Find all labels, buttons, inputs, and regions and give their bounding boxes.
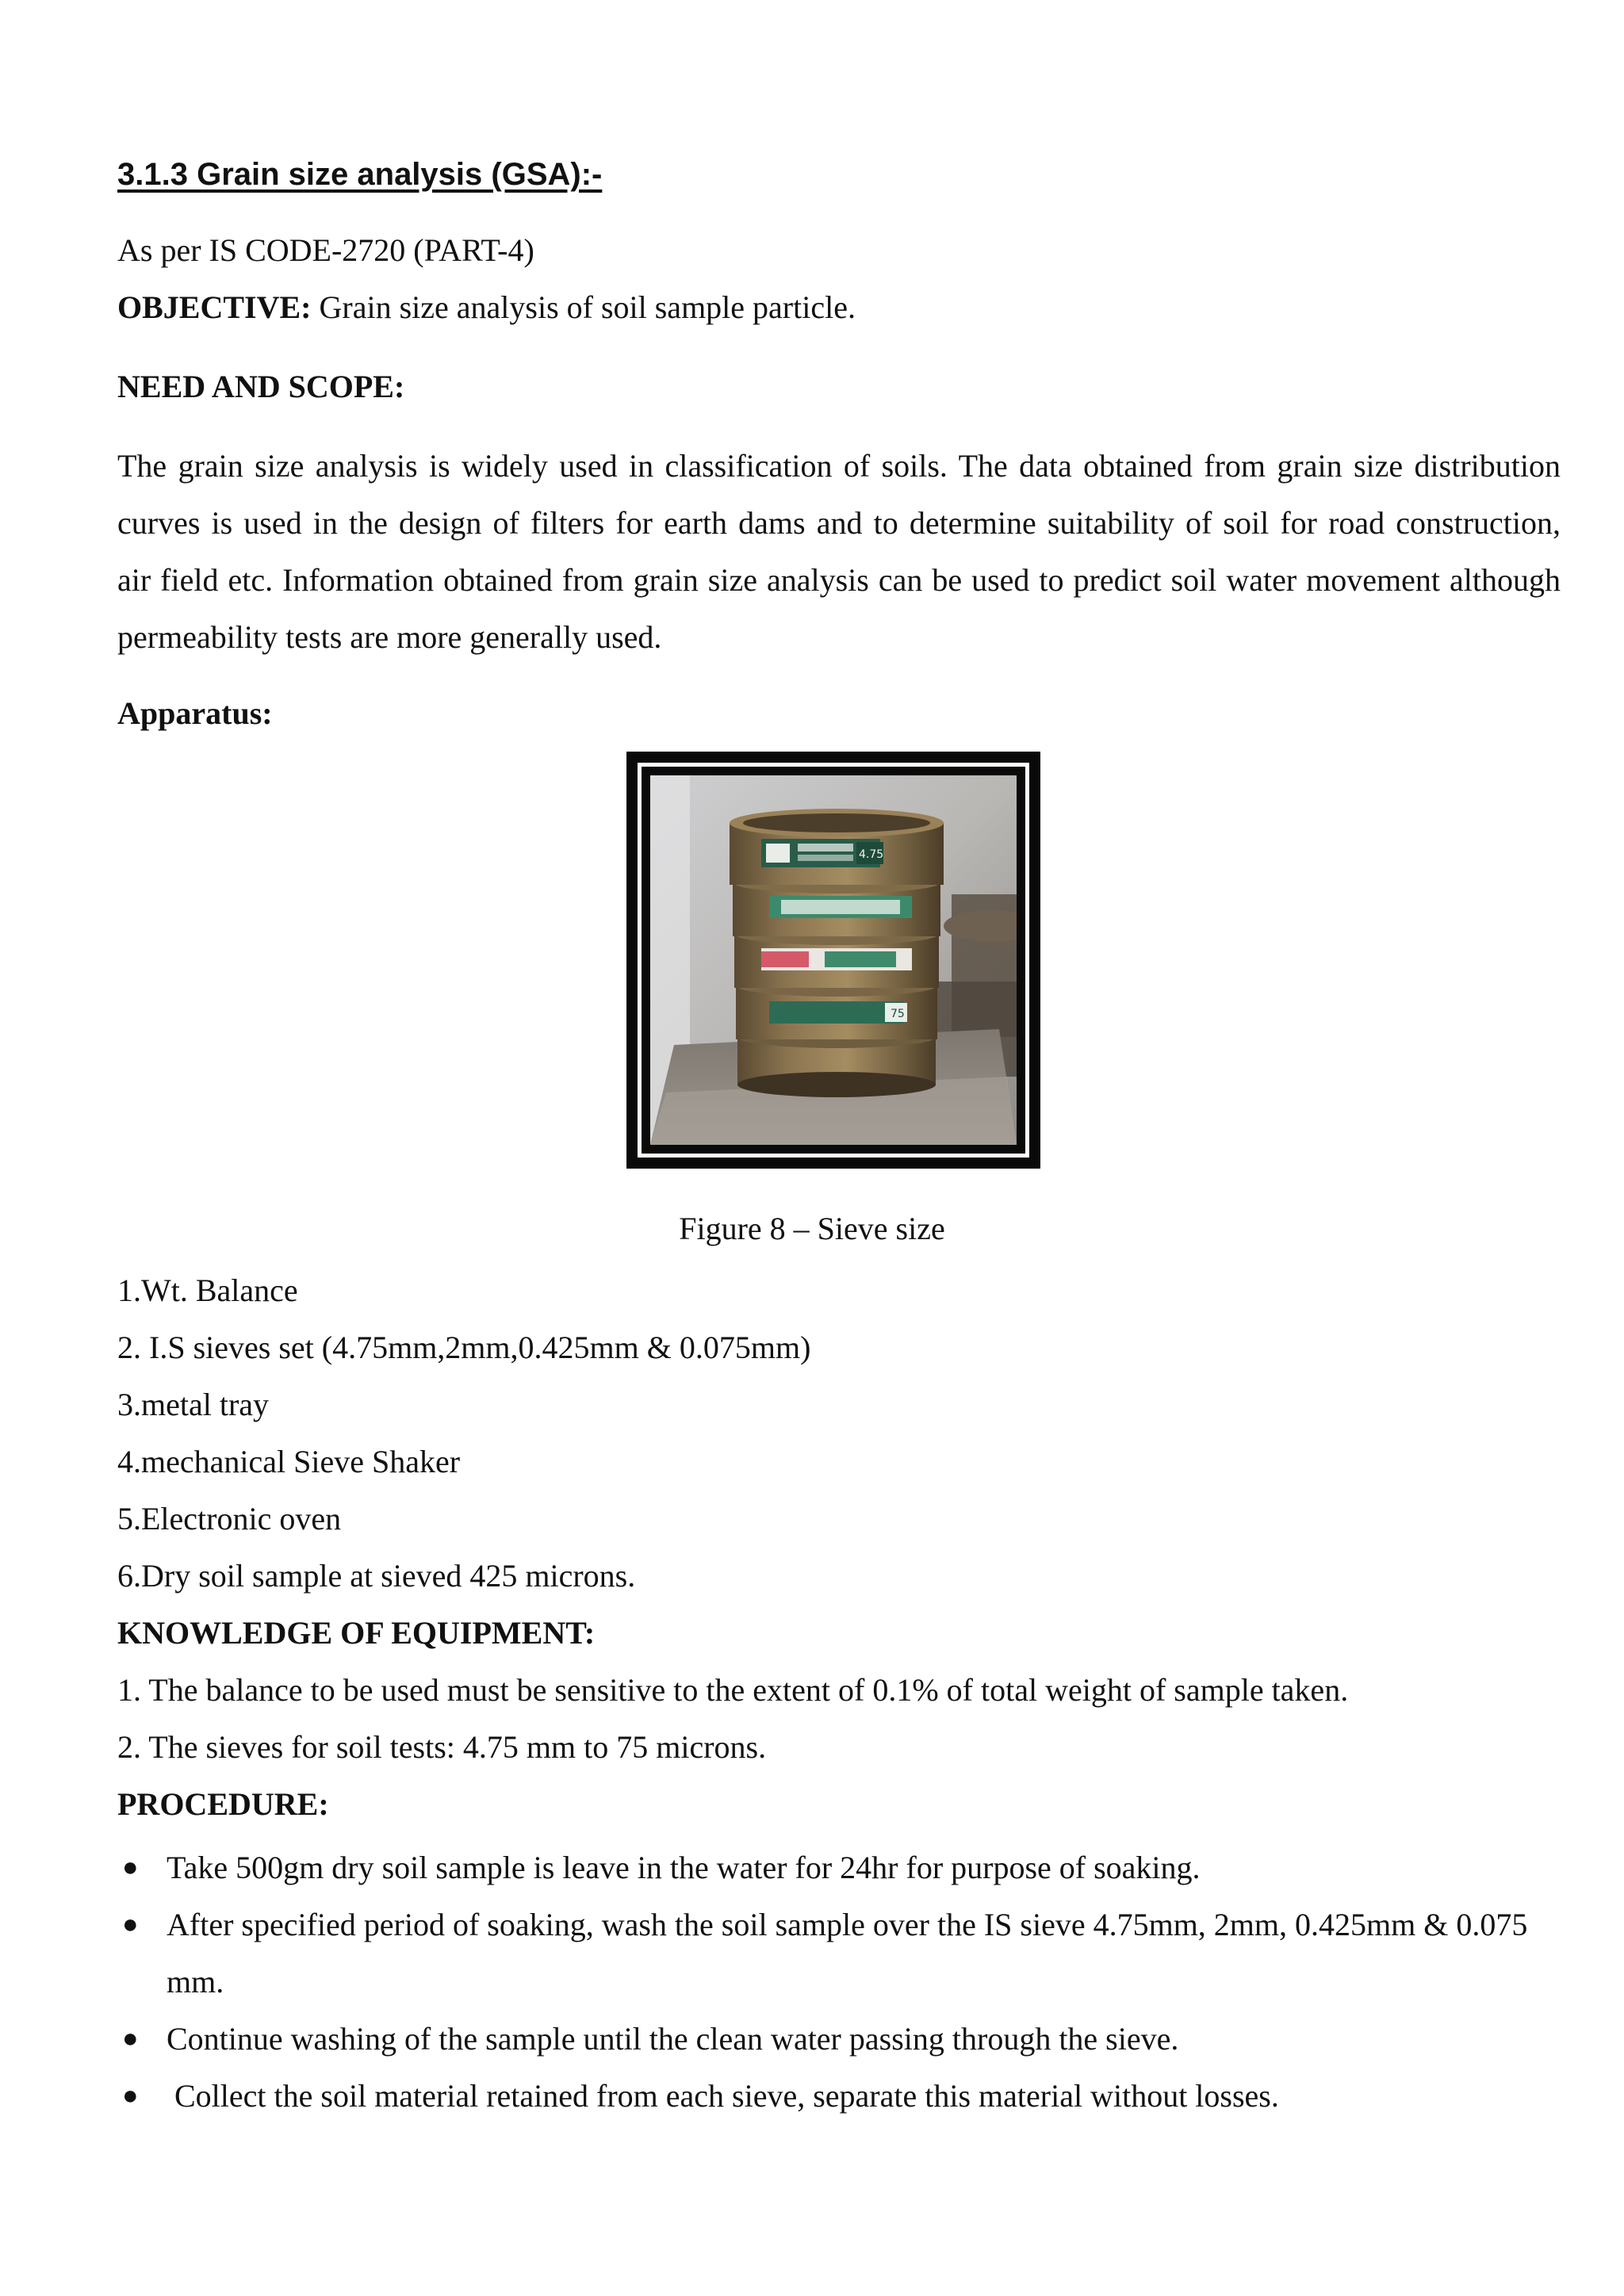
procedure-heading: PROCEDURE: — [117, 1786, 329, 1822]
procedure-step-text: Collect the soil material retained from each sieve, separate this material without losses. — [167, 2078, 1279, 2114]
procedure-step — [117, 2068, 1561, 2125]
knowledge-item: 2. The sieves for soil tests: 4.75 mm to 75 microns. — [117, 1729, 767, 1765]
sieve-stack-illustration — [650, 775, 1017, 1145]
apparatus-item: 3.metal tray — [117, 1387, 270, 1422]
apparatus-heading: Apparatus: — [117, 695, 273, 731]
apparatus-item: 5.Electronic oven — [117, 1501, 342, 1536]
procedure-step-text: mm. — [167, 1964, 224, 1999]
figure-caption: Figure 8 – Sieve size — [679, 1211, 945, 1246]
sieve-label-75: 75 — [891, 1008, 905, 1020]
apparatus-item: 6.Dry soil sample at sieved 425 microns. — [117, 1558, 636, 1594]
objective-line — [117, 289, 856, 327]
sieve-photo-figure — [626, 752, 1040, 1169]
objective-label: OBJECTIVE: — [117, 289, 312, 325]
procedure-step — [117, 1839, 1561, 1896]
bullet-icon: ● — [122, 2024, 139, 2053]
objective-text: Grain size analysis of soil sample particle. — [311, 289, 856, 325]
paragraph-line: The grain size analysis is widely used in classification of soils. The data obtained from grain size distribution — [117, 448, 1561, 484]
need-scope-paragraph — [117, 438, 1561, 666]
procedure-step-text: Continue washing of the sample until the clean water passing through the sieve. — [167, 2021, 1179, 2057]
procedure-step-text: After specified period of soaking, wash the soil sample over the IS sieve 4.75mm, 2mm, 0.425mm & 0.075 — [167, 1907, 1528, 1942]
paragraph-line: curves is used in the design of filters for earth dams and to determine suitability of soil for road construction, — [117, 505, 1561, 541]
apparatus-item: 4.mechanical Sieve Shaker — [117, 1444, 461, 1479]
procedure-step-text: Take 500gm dry soil sample is leave in the water for 24hr for purpose of soaking. — [167, 1850, 1201, 1885]
sieve-stack-photo — [650, 775, 1017, 1145]
procedure-step — [117, 2011, 1561, 2068]
bullet-icon: ● — [122, 1853, 139, 1882]
sieve-label-475: 4.75 — [859, 848, 884, 861]
section-heading: 3.1.3 Grain size analysis (GSA):- — [117, 157, 603, 192]
paragraph-line: air field etc. Information obtained from grain size analysis can be used to predict soil water movement although — [117, 562, 1561, 598]
bullet-icon: ● — [122, 1910, 139, 1939]
knowledge-item: 1. The balance to be used must be sensitive to the extent of 0.1% of total weight of sample taken. — [117, 1672, 1349, 1708]
need-scope-heading: NEED AND SCOPE: — [117, 369, 405, 404]
knowledge-heading: KNOWLEDGE OF EQUIPMENT: — [117, 1615, 596, 1651]
apparatus-item: 1.Wt. Balance — [117, 1272, 298, 1308]
bullet-icon: ● — [122, 2081, 139, 2110]
procedure-step — [117, 1896, 1561, 2011]
paragraph-line: permeability tests are more generally used. — [117, 619, 662, 655]
apparatus-item: 2. I.S sieves set (4.75mm,2mm,0.425mm & 0.075mm) — [117, 1330, 811, 1365]
standard-reference: As per IS CODE-2720 (PART-4) — [117, 232, 534, 268]
